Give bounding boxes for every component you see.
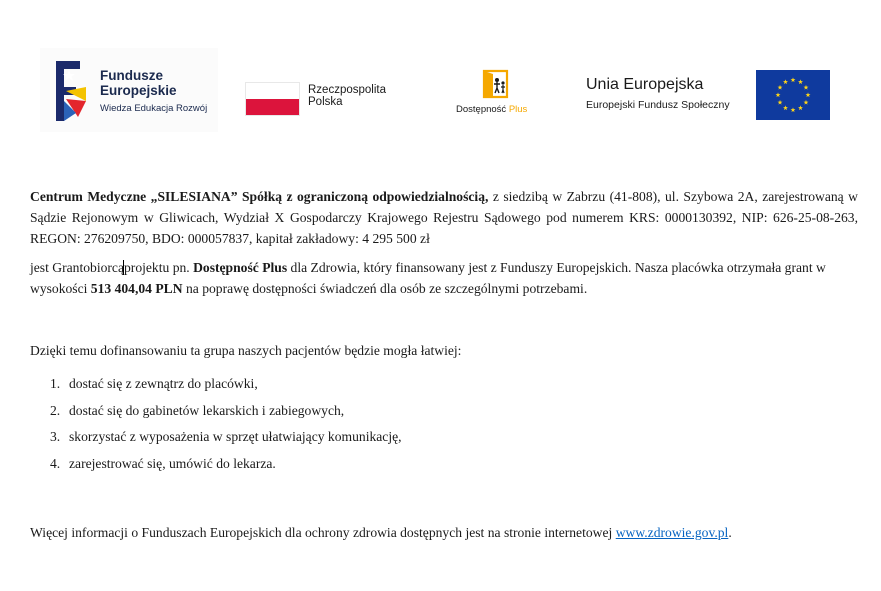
list-item <box>50 403 402 430</box>
list-item <box>50 429 402 456</box>
more-info-end: . <box>728 525 732 540</box>
list-item <box>50 376 402 403</box>
logo-bar <box>0 0 881 140</box>
list-item <box>50 456 402 483</box>
list-number: 1. <box>50 376 61 391</box>
dostepnosc-plus-logo <box>448 66 544 126</box>
intro-paragraph: Dzięki temu dofinansowaniu ta grupa naszych pacjentów będzie mogła łatwiej: <box>30 343 462 358</box>
grant-amount: 513 404,04 PLN <box>90 281 183 296</box>
grant-text-2: projektu pn. <box>124 260 194 275</box>
grant-paragraph <box>30 257 858 299</box>
ue-title: Unia Europejska <box>586 76 704 93</box>
benefits-list <box>50 376 402 482</box>
list-text: dostać się do gabinetów lekarskich i zabiegowych, <box>69 402 345 418</box>
grant-text-4: na poprawę dostępności świadczeń dla osób ze szczególnymi potrzebami. <box>182 281 588 296</box>
zdrowie-gov-link[interactable]: www.zdrowie.gov.pl <box>615 525 729 540</box>
fundusze-europejskie-logo <box>40 48 218 132</box>
fe-tagline: Wiedza Edukacja Rozwój <box>100 103 208 114</box>
dp-plus: Plus <box>508 104 528 115</box>
grant-text-3: dla Zdrowia, który finansowany jest z Funduszy Europejskich. Nasza placówka otrzymała grant w wysokości <box>30 260 826 296</box>
ue-subtitle: Europejski Fundusz Społeczny <box>586 99 730 111</box>
list-number: 2. <box>50 402 61 418</box>
eu-flag-icon <box>756 70 830 120</box>
list-number: 3. <box>50 429 61 444</box>
rp-line1: Rzeczpospolita <box>308 84 386 96</box>
fe-title-line2: Europejskie <box>100 83 177 98</box>
grant-text-1: jest Grantobiorcą <box>30 260 124 275</box>
list-number: 4. <box>50 455 61 471</box>
fe-title-line1: Fundusze <box>100 68 163 83</box>
company-details: z siedzibą w Zabrzu (41-808), ul. Szybowa 2A, zarejestrowaną w Sądzie Rejonowym w Gliwicach, Wydział X Gospodarczy Krajowego Rejestru Sądowego pod numerem KRS: 0000130392, NIP: 626-25-08-263, REGON: 276209750, BDO: 000057837, kapitał zakładowy: 4 295 500 zł <box>30 189 858 246</box>
accessibility-door-icon <box>481 69 511 99</box>
list-text: skorzystać z wyposażenia w sprzęt ułatwiający komunikację, <box>69 429 402 444</box>
fundusze-europejskie-emblem-icon <box>56 61 88 123</box>
company-info-paragraph <box>30 186 858 249</box>
polish-flag-icon <box>245 82 300 116</box>
list-text: dostać się z zewnątrz do placówki, <box>69 376 258 391</box>
list-text: zarejestrować się, umówić do lekarza. <box>69 455 276 471</box>
company-name: Centrum Medyczne „SILESIANA” Spółką z ograniczoną odpowiedzialnością, <box>30 189 489 204</box>
rp-line2: Polska <box>308 96 343 108</box>
more-info-text: Więcej informacji o Funduszach Europejskich dla ochrony zdrowia dostępnych jest na stronie internetowej <box>30 525 616 540</box>
dp-main: Dostępność <box>456 104 507 115</box>
program-name: Dostępność Plus <box>193 260 288 275</box>
more-info-paragraph <box>30 522 858 543</box>
